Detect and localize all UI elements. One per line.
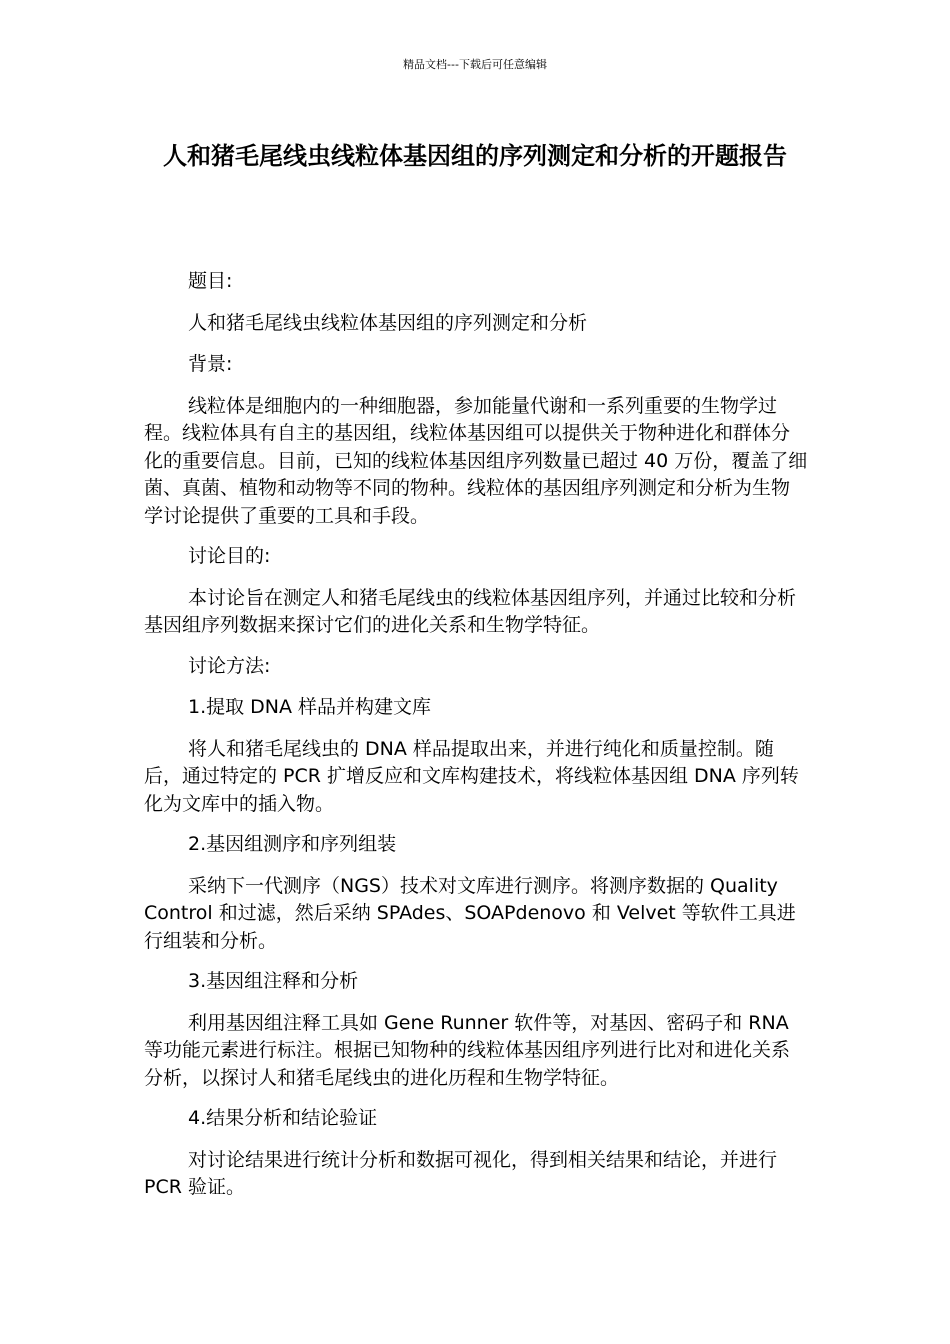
step3-paragraph: 利用基因组注释工具如 Gene Runner 软件等，对基因、密码子和 RNA 等功能元素进行标注。根据已知物种的线粒体基因组序列进行比对和进化关系分析，以探讨人和猪毛尾线虫的进化历程和生物学特征。 [144, 1011, 791, 1089]
step2-paragraph: 采纳下一代测序（NGS）技术对文库进行测序。将测序数据的 Quality Control 和过滤，然后采纳 SPAdes、SOAPdenovo 和 Velvet 等软件工具进行组装和分析。 [144, 874, 796, 952]
step2-title: 2.基因组测序和序列组装 [188, 833, 397, 855]
purpose-label: 讨论目的: [188, 545, 271, 567]
step1-paragraph: 将人和猪毛尾线虫的 DNA 样品提取出来，并进行纯化和质量控制。随后，通过特定的 PCR 扩增反应和文库构建技术，将线粒体基因组 DNA 序列转化为文库中的插入物。 [144, 737, 799, 815]
document-body [144, 268, 808, 1202]
background-paragraph: 线粒体是细胞内的一种细胞器，参加能量代谢和一系列重要的生物学过程。线粒体具有自主的基因组，线粒体基因组可以提供关于物种进化和群体分化的重要信息。目前，已知的线粒体基因组序列数量已超过 40 万份，覆盖了细菌、真菌、植物和动物等不同的物种。线粒体的基因组序列测定和分析为生物学讨论提供了重要的工具和手段。 [144, 394, 808, 527]
page-header: 精品文档---下载后可任意编辑 [403, 58, 547, 71]
background-label: 背景: [188, 353, 233, 375]
step4-title: 4.结果分析和结论验证 [188, 1107, 378, 1129]
step1-title: 1.提取 DNA 样品并构建文库 [188, 696, 432, 718]
document-title: 人和猪毛尾线虫线粒体基因组的序列测定和分析的开题报告 [163, 142, 787, 170]
methods-label: 讨论方法: [188, 654, 271, 677]
topic-text: 人和猪毛尾线虫线粒体基因组的序列测定和分析 [188, 311, 588, 334]
topic-label: 题目: [188, 270, 233, 292]
step4-paragraph: 对讨论结果进行统计分析和数据可视化，得到相关结果和结论，并进行 PCR 验证。 [144, 1148, 778, 1198]
step3-title: 3.基因组注释和分析 [188, 970, 359, 992]
purpose-paragraph: 本讨论旨在测定人和猪毛尾线虫的线粒体基因组序列，并通过比较和分析基因组序列数据来探讨它们的进化关系和生物学特征。 [144, 586, 797, 636]
